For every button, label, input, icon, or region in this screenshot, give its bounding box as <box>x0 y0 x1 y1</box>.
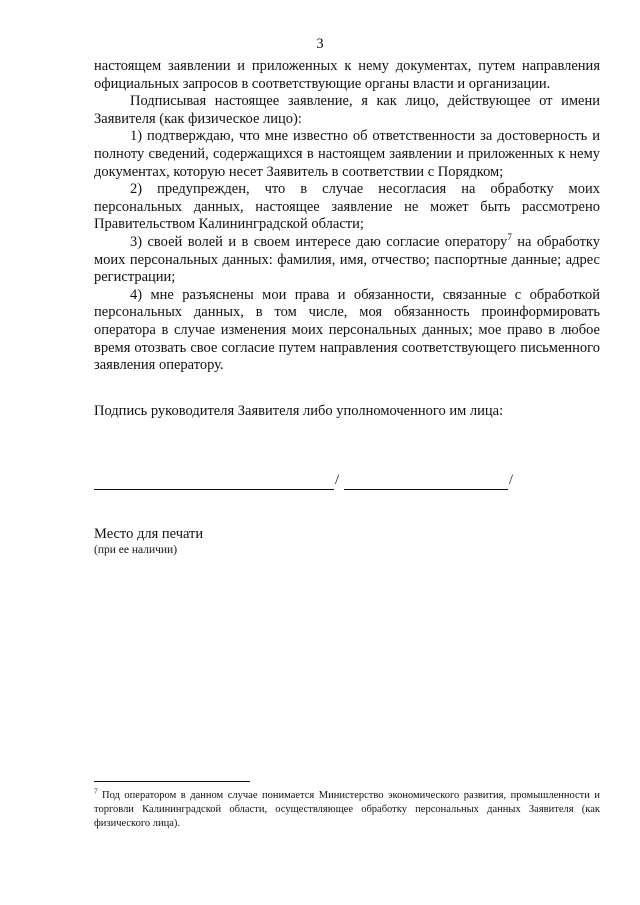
name-line <box>344 489 508 490</box>
paragraph-signing-intro: Подписывая настоящее заявление, я как лицо, действующее от имени Заявителя (как физическое лицо): <box>94 93 600 127</box>
seal-place-label: Место для печати <box>94 526 204 542</box>
signature-line <box>94 489 334 490</box>
paragraph-item-3-part-a: 3) своей волей и в своем интересе даю согласие оператору <box>130 233 508 250</box>
paragraph-item-3-part-b: на обработку моих персональных данных: фамилия, имя, отчество; паспортные данные; адрес регистрации; <box>94 233 600 286</box>
document-body <box>94 58 600 375</box>
seal-place-note: (при ее наличии) <box>94 544 178 556</box>
paragraph-item-1: 1) подтверждаю, что мне известно об ответственности за достоверность и полноту сведений, содержащихся в настоящем заявлении и приложенных к нему документах, которую несет Заявитель в соответствии с Порядком; <box>94 128 600 180</box>
paragraph-item-2: 2) предупрежден, что в случае несогласия на обработку моих персональных данных, настоящее заявление не может быть рассмотрено Правительством Калининградской области; <box>94 181 600 233</box>
footnote-divider <box>94 781 250 782</box>
paragraph-item-4: 4) мне разъяснены мои права и обязанности, связанные с обработкой персональных данных, в том числе, моя обязанность проинформировать оператора в случае изменения моих персональных данных; мое право в любое время отозвать свое согласие путем направления соответствующего письменного заявления оператору. <box>94 286 600 374</box>
footnote-reference[interactable]: 7 <box>507 232 512 243</box>
footnote <box>94 789 600 831</box>
signature-separator-end: / <box>509 472 514 488</box>
paragraph-item-3 <box>94 234 600 287</box>
signature-separator: / <box>335 472 340 488</box>
signature-row <box>94 472 524 492</box>
footnote-text: Под оператором в данном случае понимается Министерство экономического развития, промышленности и торговли Калининградской области, осуществляющее обработку персональных данных Заявителя (как физического лица). <box>94 790 600 829</box>
footnote-marker: 7 <box>94 787 98 796</box>
page-number: 3 <box>316 36 324 52</box>
paragraph-continuation: настоящем заявлении и приложенных к нему документах, путем направления официальных запросов в соответствующие органы власти и организации. <box>94 58 600 92</box>
signature-caption: Подпись руководителя Заявителя либо уполномоченного им лица: <box>94 403 504 419</box>
